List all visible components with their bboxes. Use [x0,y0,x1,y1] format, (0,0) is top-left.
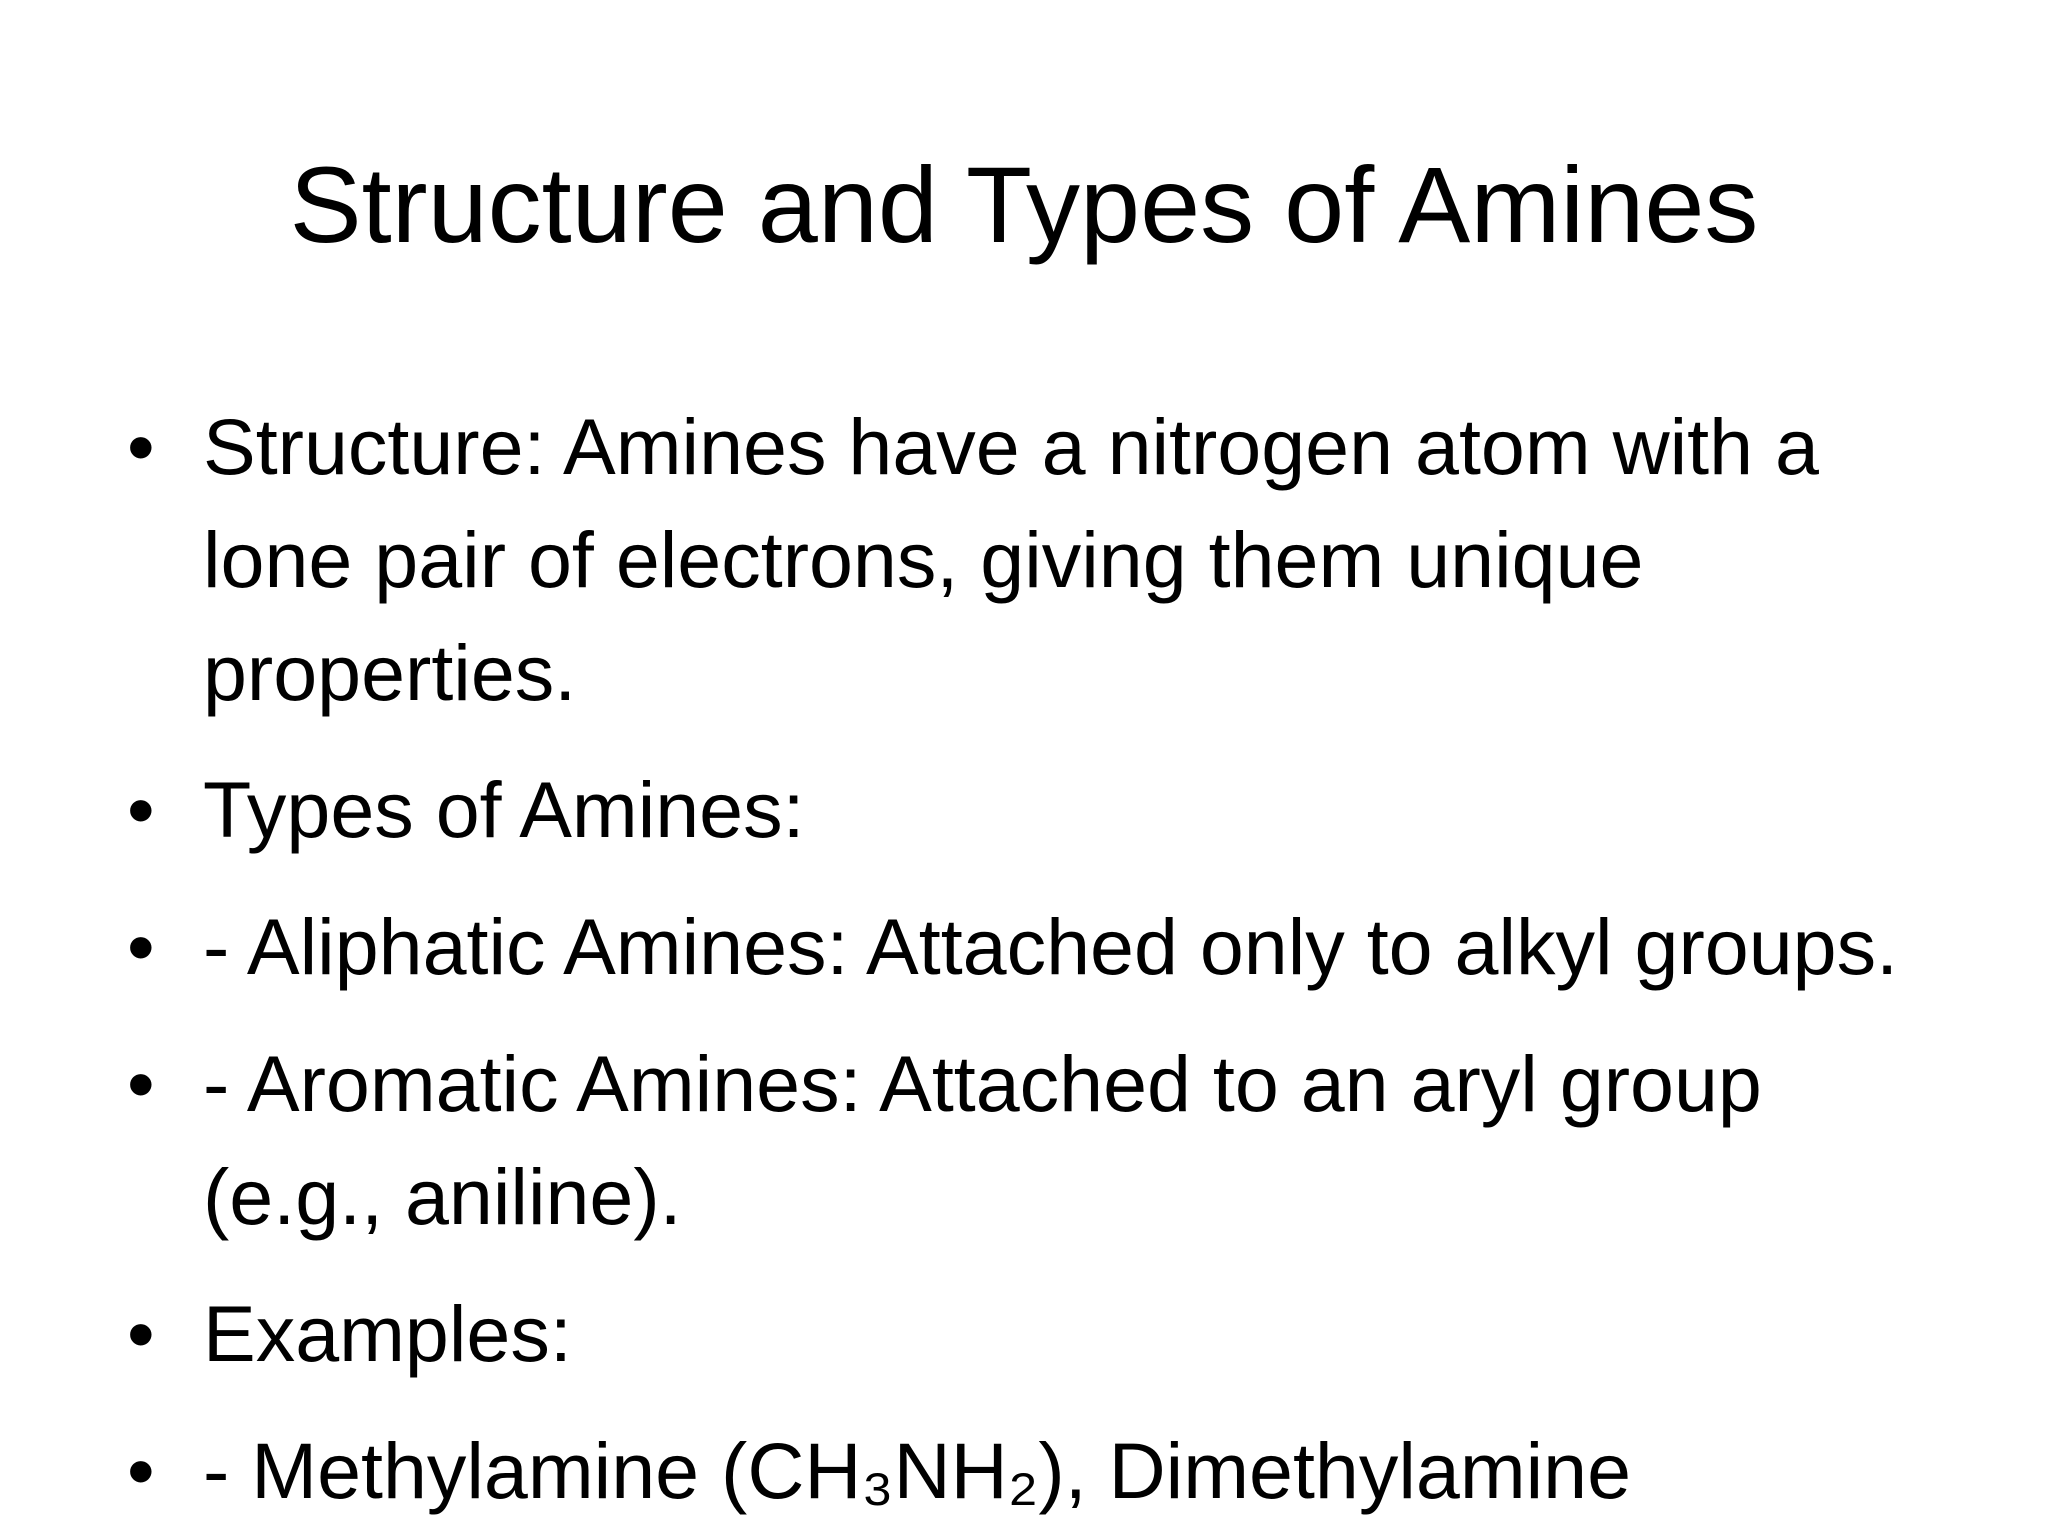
bullet-icon: • [127,1426,155,1515]
bullet-item-aromatic [125,1027,1945,1253]
bullet-text: Examples: [203,1289,572,1378]
bullet-text: - Aromatic Amines: Attached to an aryl group (e.g., aniline). [203,1039,1762,1241]
bullet-item-methylamine [125,1414,1945,1527]
bullet-icon: • [127,402,155,491]
bullet-item-aliphatic [125,890,1945,1003]
bullet-item-structure [125,390,1945,729]
slide-title: Structure and Types of Amines [289,144,1759,265]
bullet-text: - Methylamine (CH₃NH₂), Dimethylamine [203,1426,1632,1515]
bullet-text: Types of Amines: [203,765,805,854]
bullet-icon: • [127,902,155,991]
bullet-text: Structure: Amines have a nitrogen atom with a lone pair of electrons, giving them unique properties. [203,402,1819,717]
bullet-list [125,390,1945,1536]
bullet-text: - Aliphatic Amines: Attached only to alkyl groups. [203,902,1899,991]
bullet-item-types [125,753,1945,866]
bullet-item-examples [125,1277,1945,1390]
bullet-icon: • [127,1039,155,1128]
bullet-icon: • [127,1289,155,1378]
bullet-icon: • [127,765,155,854]
